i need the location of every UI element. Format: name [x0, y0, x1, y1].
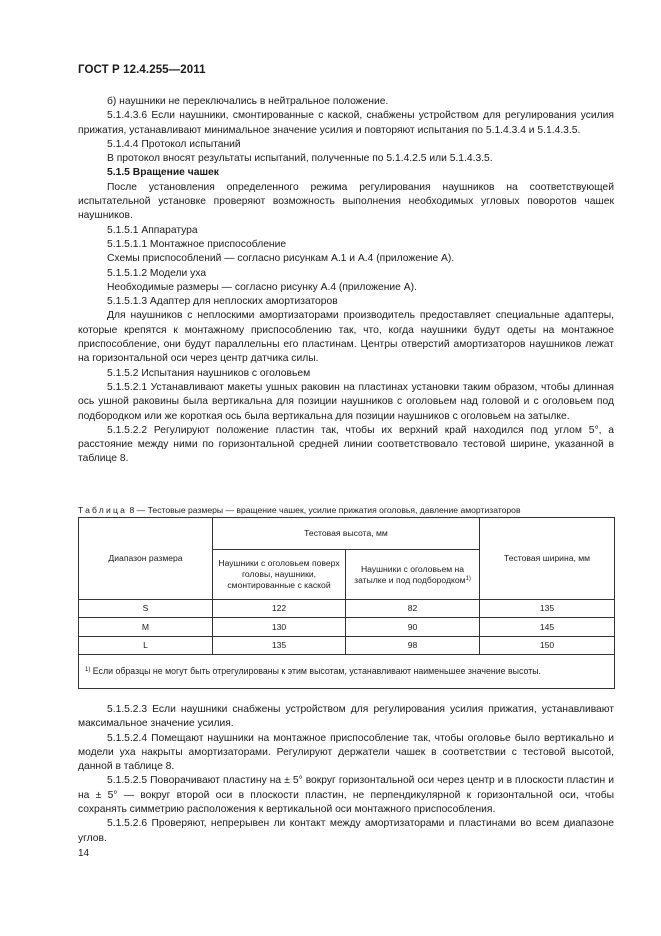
table-footnote — [79, 655, 615, 689]
cell-height-over-head: 130 — [213, 618, 346, 637]
paragraph: Для наушников с неплоскими амортизаторами производитель предоставляет специальные адаптеры, которые крепятся к монтажному приспособлению так, что, когда наушники будут одеты на монтажное приспособление, они будут параллельны его пластинам. Центры отверстий амортизаторов наушников лежат на горизонтальной оси через центр датчика силы. — [78, 310, 614, 365]
table-caption — [78, 505, 614, 515]
paragraph: 5.1.5.2.6 Проверяют, непрерывен ли контакт между амортизаторами и пластинами во всем диапазоне углов. — [78, 818, 614, 844]
cell-height-behind-neck: 90 — [346, 618, 480, 637]
paragraph: 5.1.5.2.3 Если наушники снабжены устройством для регулирования усилия прижатия, устанавливают максимальное значение усилия. — [78, 704, 614, 730]
paragraph: 5.1.4.4 Протокол испытаний — [107, 138, 241, 150]
footnote-text: Если образцы не могут быть отрегулированы к этим высотам, устанавливают наименьшее значение высоты. — [90, 666, 541, 676]
header-test-width: Тестовая ширина, мм — [480, 518, 615, 600]
paragraph: 5.1.5.1.3 Адаптер для неплоских амортизаторов — [107, 296, 338, 308]
footnote-marker: 1) — [85, 667, 91, 673]
table-caption-label: Таблица — [78, 505, 128, 515]
paragraph: 5.1.5.2.5 Поворачивают пластину на ± 5° вокруг горизонтальной оси через центр и в плоскости пластин и на ± 5° — вокруг второй оси в плоскости пластин, не перпендикулярной к горизонтальной оси, чтобы сохранять симметрию расположения к вертикальной оси монтажного приспособления. — [78, 775, 614, 816]
paragraph: В протокол вносят результаты испытаний, полученные по 5.1.4.2.5 или 5.1.4.3.5. — [107, 153, 493, 165]
table-row — [79, 600, 615, 618]
document-header: ГОСТ Р 12.4.255—2011 — [78, 64, 206, 76]
paragraph: 5.1.5.2.1 Устанавливают макеты ушных раковин на пластинах установки таким образом, чтобы длинная ось ушной раковины была вертикальна для позиции наушников с оголовьем над головой и с оголовьем под подбородком или же короткая ось была вертикальна для позиции наушников с оголовьем на затылке. — [78, 381, 614, 422]
cell-size: S — [79, 600, 213, 618]
header-behind-neck — [346, 550, 480, 600]
paragraph: 5.1.5.1.2 Модели уха — [107, 267, 207, 279]
cell-size: M — [79, 618, 213, 637]
paragraph: Схемы приспособлений — согласно рисункам А.1 и А.4 (приложение А). — [107, 253, 455, 265]
section-heading: 5.1.5 Вращение чашек — [107, 167, 219, 179]
cell-height-behind-neck: 82 — [346, 600, 480, 618]
cell-height-behind-neck: 98 — [346, 637, 480, 655]
body-text-bottom — [78, 703, 614, 846]
paragraph: б) наушники не переключались в нейтральное положение. — [107, 96, 389, 107]
table-caption-text: 8 — Тестовые размеры — вращение чашек, усилие прижатия оголовья, давление амортизаторов — [127, 505, 521, 515]
cell-width: 145 — [480, 618, 615, 637]
table-row — [79, 618, 615, 637]
paragraph: 5.1.5.2.2 Регулируют положение пластин так, чтобы их верхний край находился под углом 5°, а расстояние между ними по горизонтальной средней линии соответствовало тестовой ширине, указанной в таблице 8. — [78, 424, 614, 465]
header-test-height: Тестовая высота, мм — [213, 518, 480, 550]
cell-width: 150 — [480, 637, 615, 655]
header-over-head: Наушники с оголовьем поверх головы, наушники, смонтированные с каской — [213, 550, 346, 600]
paragraph: Необходимые размеры — согласно рисунку А.4 (приложение А). — [107, 281, 417, 293]
footnote-ref: 1) — [465, 575, 471, 582]
table-8 — [78, 517, 615, 689]
cell-size: L — [79, 637, 213, 655]
paragraph: 5.1.5.2.4 Помещают наушники на монтажное приспособление так, чтобы оголовье было вертикально и модели уха накрыты амортизаторами. Регулируют держатели чашек в соответствии с тестовой высотой, данной в таблице 8. — [78, 732, 614, 773]
body-text-top — [78, 95, 614, 467]
paragraph: 5.1.5.2 Испытания наушников с оголовьем — [107, 367, 311, 379]
cell-height-over-head: 122 — [213, 600, 346, 618]
paragraph: 5.1.5.1.1 Монтажное приспособление — [107, 238, 287, 250]
header-behind-neck-text: Наушники с оголовьем на затылке и под подбородком — [354, 563, 466, 585]
table-row — [79, 637, 615, 655]
cell-height-over-head: 135 — [213, 637, 346, 655]
paragraph: 5.1.4.3.6 Если наушники, смонтированные с каской, снабжены устройством для регулирования усилия прижатия, устанавливают минимальное значение усилия и повторяют испытания по 5.1.4.3.4 и 5.1.4.3.5. — [78, 110, 614, 136]
page-number: 14 — [78, 848, 90, 859]
paragraph: После установления определенного режима регулирования наушников на соответствующей испытательной установке проверяют возможность выполнения необходимых угловых поворотов чашек наушников. — [78, 181, 614, 222]
cell-width: 135 — [480, 600, 615, 618]
paragraph: 5.1.5.1 Аппаратура — [107, 224, 198, 236]
header-size-range: Диапазон размера — [79, 518, 213, 600]
